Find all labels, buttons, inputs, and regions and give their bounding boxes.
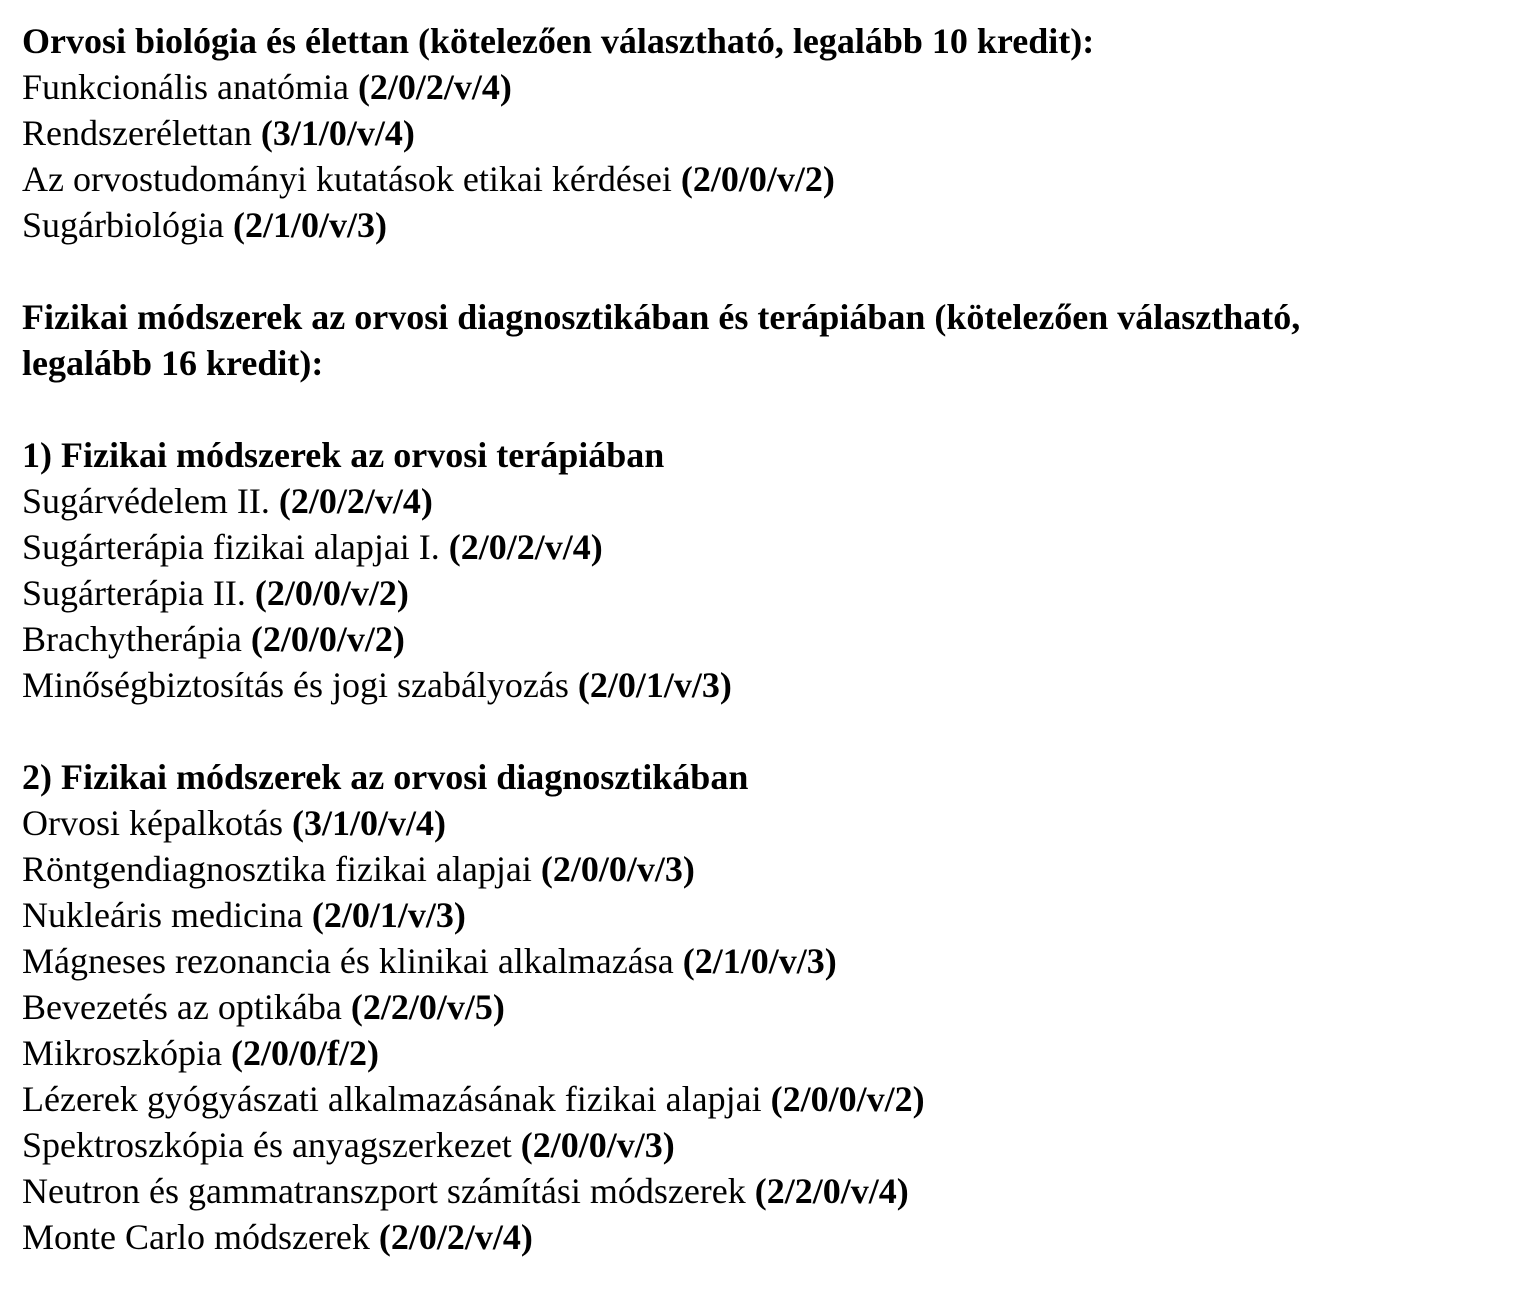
course-code: (2/0/0/v/3)	[520, 1125, 675, 1165]
course-name: Neutron és gammatranszport számítási módszerek	[22, 1171, 746, 1211]
course-name: Monte Carlo módszerek	[22, 1217, 370, 1257]
course-name: Spektroszkópia és anyagszerkezet	[22, 1125, 512, 1165]
course-code: (2/0/0/v/3)	[540, 849, 695, 889]
section-heading-diagnostics: 2) Fizikai módszerek az orvosi diagnosztikában	[22, 757, 749, 797]
course-code: (2/1/0/v/3)	[232, 205, 387, 245]
course-line	[22, 1030, 1512, 1076]
course-line	[22, 478, 1512, 524]
course-line	[22, 616, 1512, 662]
course-code: (2/0/2/v/4)	[448, 527, 603, 567]
course-code: (2/0/2/v/4)	[278, 481, 433, 521]
course-line	[22, 1122, 1512, 1168]
course-code: (2/1/0/v/3)	[682, 941, 837, 981]
section-heading-biology: Orvosi biológia és élettan (kötelezően választható, legalább 10 kredit):	[22, 21, 1095, 61]
course-code: (2/0/0/v/2)	[250, 619, 405, 659]
spacer	[22, 248, 1512, 294]
course-code: (2/0/2/v/4)	[357, 67, 512, 107]
course-code: (3/1/0/v/4)	[291, 803, 446, 843]
course-name: Orvosi képalkotás	[22, 803, 283, 843]
course-name: Rendszerélettan	[22, 113, 252, 153]
course-line	[22, 570, 1512, 616]
course-line	[22, 524, 1512, 570]
course-line	[22, 156, 1512, 202]
course-code: (2/0/1/v/3)	[577, 665, 732, 705]
course-code: (2/2/0/v/5)	[350, 987, 505, 1027]
course-code: (2/0/1/v/3)	[311, 895, 466, 935]
section-heading-physical-methods-cont: legalább 16 kredit):	[22, 343, 324, 383]
course-name: Nukleáris medicina	[22, 895, 303, 935]
course-line	[22, 800, 1512, 846]
course-line	[22, 984, 1512, 1030]
course-line	[22, 110, 1512, 156]
course-line	[22, 892, 1512, 938]
course-code: (2/0/0/v/2)	[770, 1079, 925, 1119]
course-name: Lézerek gyógyászati alkalmazásának fizikai alapjai	[22, 1079, 762, 1119]
course-code: (2/0/0/v/2)	[254, 573, 409, 613]
course-name: Sugárterápia fizikai alapjai I.	[22, 527, 440, 567]
course-name: Minőségbiztosítás és jogi szabályozás	[22, 665, 569, 705]
course-name: Röntgendiagnosztika fizikai alapjai	[22, 849, 532, 889]
course-code: (3/1/0/v/4)	[260, 113, 415, 153]
section-heading-physical-methods: Fizikai módszerek az orvosi diagnosztikában és terápiában (kötelezően választható,	[22, 297, 1301, 337]
course-name: Funkcionális anatómia	[22, 67, 349, 107]
course-code: (2/0/0/v/2)	[680, 159, 835, 199]
course-name: Mágneses rezonancia és klinikai alkalmazása	[22, 941, 674, 981]
section-heading-therapy: 1) Fizikai módszerek az orvosi terápiában	[22, 435, 665, 475]
course-code: (2/0/0/f/2)	[230, 1033, 379, 1073]
course-line	[22, 846, 1512, 892]
course-name: Sugárbiológia	[22, 205, 224, 245]
spacer	[22, 708, 1512, 754]
course-name: Mikroszkópia	[22, 1033, 222, 1073]
course-line	[22, 64, 1512, 110]
course-name: Az orvostudományi kutatások etikai kérdései	[22, 159, 672, 199]
course-name: Bevezetés az optikába	[22, 987, 342, 1027]
course-line	[22, 1076, 1512, 1122]
course-line	[22, 202, 1512, 248]
course-line	[22, 1214, 1512, 1260]
course-line	[22, 662, 1512, 708]
course-code: (2/0/2/v/4)	[378, 1217, 533, 1257]
course-line	[22, 938, 1512, 984]
course-code: (2/2/0/v/4)	[754, 1171, 909, 1211]
course-name: Brachytherápia	[22, 619, 242, 659]
course-line	[22, 1168, 1512, 1214]
course-name: Sugárvédelem II.	[22, 481, 270, 521]
document-body	[22, 18, 1512, 1260]
spacer	[22, 386, 1512, 432]
course-name: Sugárterápia II.	[22, 573, 246, 613]
